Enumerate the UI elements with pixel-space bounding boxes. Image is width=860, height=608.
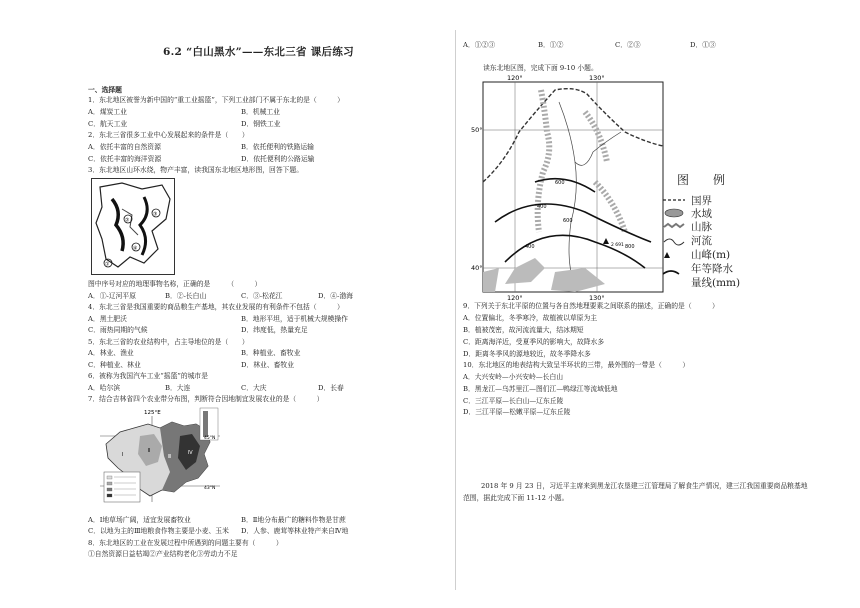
q5-option-a: A．林业、渔业 [88, 349, 134, 357]
q2-option-c: C．依托丰富的海洋资源 [88, 155, 162, 163]
q7-option-c: C．以地为主的Ⅲ地粮食作物主要是小麦、玉米 [88, 527, 229, 535]
q2-option-d: D．依托便利的公路运输 [241, 155, 315, 163]
q5-text: 5．东北三省的农业结构中，占主导地位的是（ ） [88, 338, 249, 346]
q5-option-c: C．种植业、林业 [88, 361, 141, 369]
q6-text: 6．被称为我国汽车工业“摇篮”的城市是 [88, 372, 209, 380]
q8-option-d: D．①③ [690, 41, 716, 49]
q8-text: 8．东北地区的工业在发展过程中所遇到的问题主要有（ ） [88, 539, 283, 547]
q4-option-d: D．纬度低，热量充足 [241, 326, 308, 334]
map-intro-text: 读东北地区图，完成下面 9-10 小题。 [483, 64, 598, 72]
legend-river: 河流 [691, 235, 712, 247]
belt-label-2: Ⅱ [148, 448, 151, 454]
lon-130-label: 130° [589, 74, 605, 82]
jilin-lon-label: 125°E [144, 410, 161, 416]
map-legend [659, 172, 769, 302]
legend-symbols [659, 194, 689, 294]
q8-option-c: C．②③ [615, 41, 641, 49]
q4-option-c: C．雨热同期的气候 [88, 326, 148, 334]
q1-option-b: B．机械工业 [241, 108, 280, 116]
q1-option-d: D．钢铁工业 [241, 120, 281, 128]
belt-label-3: Ⅲ [168, 454, 172, 460]
isoline-400-b: 400 [525, 244, 535, 250]
q9-option-d: D．距离冬季风的源地较近，故冬季降水多 [463, 350, 591, 358]
legend-border: 国界 [691, 195, 712, 207]
q3-stem: 图中序号对应的地理事物名称，正确的是 （ ） [88, 280, 262, 288]
belt-label-1: Ⅰ [122, 452, 124, 458]
legend-isohyet-1: 年等降水 [691, 263, 733, 275]
q7-option-b: B．Ⅱ地分布最广的糖料作物是甘蔗 [241, 516, 346, 524]
legend-mountain: 山脉 [691, 221, 712, 233]
document-title: 6.2 “白山黑水”——东北三省 课后练习 [163, 46, 354, 58]
q6-option-b: B．大连 [165, 384, 191, 392]
map-label-1: ② [125, 217, 130, 224]
q7-text: 7．结合吉林省四个农业带分布图，判断符合因地制宜发展农业的是（ ） [88, 395, 324, 403]
q1-text: 1．东北地区被誉为新中国的“重工业摇篮”，下列工业部门不属于东北的是（ ） [88, 96, 344, 104]
q1-option-a: A．煤炭工业 [88, 108, 127, 116]
q5-option-d: D．林业、畜牧业 [241, 361, 295, 369]
jilin-agriculture-map [100, 406, 220, 510]
isoline-800: 800 [625, 244, 635, 250]
q10-option-d: D．三江平原—松嫩平原—辽东丘陵 [463, 408, 571, 416]
legend-water: 水域 [691, 208, 712, 220]
isoline-600-a: 600 [563, 218, 573, 224]
q10-option-c: C．三江平原—长白山—辽东丘陵 [463, 397, 564, 405]
q8-option-a: A．①②③ [463, 41, 496, 49]
q2-text: 2．东北三省很多工业中心发展起来的条件是（ ） [88, 131, 249, 139]
q6-option-a: A．哈尔滨 [88, 384, 121, 392]
map-label-4: ④ [133, 245, 138, 252]
peak-label: 2 691 [611, 243, 624, 248]
legend-title: 图 例 [677, 173, 732, 187]
q7-option-d: D．人参、鹿茸等林业特产来自Ⅳ地 [241, 527, 349, 535]
northeast-terrain-map [91, 178, 175, 275]
q4-option-a: A．黑土肥沃 [88, 315, 127, 323]
column-divider [455, 30, 456, 590]
legend-isohyet-2: 量线(mm) [691, 277, 741, 289]
belt-label-4: Ⅳ [188, 450, 193, 456]
lat-50-label: 50° [471, 126, 483, 134]
ne-map-graphic [471, 72, 685, 302]
terrain-map-graphic [92, 179, 174, 274]
passage-line-1: 2018 年 9 月 23 日，习近平主席来到黑龙江农垦建三江管理局了解食生产情况，建三江我国重要商品粮基地 [481, 482, 808, 490]
lon-130-label-bottom: 130° [589, 294, 605, 302]
q10-option-b: B．黑龙江—乌苏里江—图们江—鸭绿江等流域低地 [463, 385, 618, 393]
q3-text: 3．东北地区山环水绕，物产丰富，读我国东北地区地形图，回答下题。 [88, 166, 304, 174]
q2-option-a: A．依托丰富的自然资源 [88, 143, 161, 151]
q10-option-a: A．大兴安岭—小兴安岭—长白山 [463, 373, 564, 381]
q9-option-b: B．植被茂密，故河流流量大，结冰期短 [463, 326, 584, 334]
q3-option-c: C．③-松花江 [241, 292, 283, 300]
q3-option-b: B．②-长白山 [165, 292, 207, 300]
q10-text: 10．东北地区的地表结构大致呈半环状的三带，最外围的一带是（ ） [463, 361, 690, 369]
q9-text: 9．下列关于东北平原的位置与各自然地理要素之间联系的描述，正确的是（ ） [463, 302, 719, 310]
map-label-3: ③ [153, 211, 158, 218]
q6-option-c: C．大庆 [241, 384, 267, 392]
passage-line-2: 范围，据此完成下面 11-12 小题。 [463, 494, 569, 502]
map-label-2: ① [105, 261, 110, 268]
q8-items: ①自然资源日益枯竭②产业结构老化③劳动力不足 [88, 550, 238, 558]
q3-option-a: A．①-辽河平原 [88, 292, 136, 300]
q7-option-a: A．Ⅰ地草场广阔，适宜发展畜牧业 [88, 516, 191, 524]
q1-option-c: C．航天工业 [88, 120, 128, 128]
jilin-lat1-label: 45°N [204, 436, 216, 441]
jilin-map-graphic [100, 406, 220, 510]
q6-option-d: D．长春 [318, 384, 344, 392]
isoline-400-a: 400 [537, 204, 547, 210]
lon-120-label-bottom: 120° [507, 294, 523, 302]
isoline-600-b: 600 [555, 180, 565, 186]
q4-option-b: B．地形平坦，适于机械大规模操作 [241, 315, 348, 323]
jilin-lat2-label: 43°N [204, 486, 216, 491]
q8-option-b: B．①② [538, 41, 564, 49]
q9-option-c: C．距离海洋近，受夏季风的影响大，故降水多 [463, 338, 605, 346]
northeast-china-map [471, 72, 685, 302]
q5-option-b: B．种植业、畜牧业 [241, 349, 301, 357]
q4-text: 4．东北三省是我国重要的商品粮生产基地，其农业发展的有利条件不包括（ ） [88, 303, 344, 311]
legend-peak: 山峰(m) [691, 249, 731, 261]
lat-40-label: 40° [471, 264, 483, 272]
lon-120-label: 120° [507, 74, 523, 82]
q3-option-d: D．④-渤海 [318, 292, 353, 300]
q2-option-b: B．依托便利的铁路运输 [241, 143, 314, 151]
section-heading: 一、选择题 [88, 86, 122, 94]
q9-option-a: A．位置偏北，冬季寒冷，故植被以草原为主 [463, 314, 598, 322]
